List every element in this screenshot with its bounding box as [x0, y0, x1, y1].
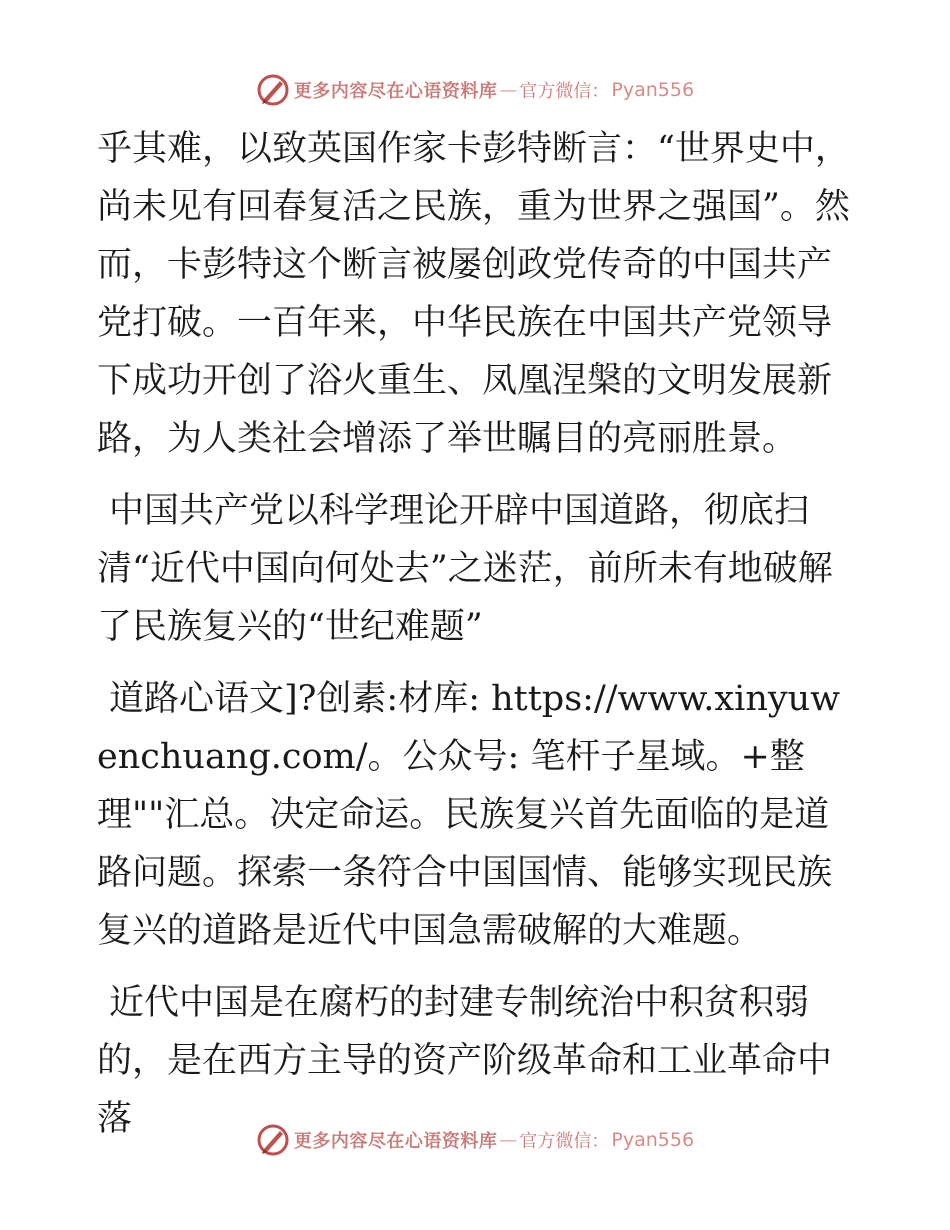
banner-wechat-id: Pyan556	[611, 1129, 695, 1151]
footer-watermark-banner	[0, 1120, 950, 1160]
header-watermark-banner	[0, 70, 950, 110]
pen-logo-icon	[256, 73, 290, 107]
paragraph-3: 道路心语文]?创素:材库: https://www.xinyuwenchuang.com/。公众号: 笔杆子星域。+整理""汇总。决定命运。民族复兴首先面临的是道路问题。探索一条符合中国国情、能够实现民族复兴的道路是近代中国急需破解的大难题。	[97, 679, 841, 951]
banner-brand-text: 更多内容尽在心语资料库	[293, 81, 498, 102]
banner-dash: —	[499, 79, 518, 101]
banner-official-text: 官方微信：	[519, 81, 610, 102]
banner-brand-text: 更多内容尽在心语资料库	[293, 1131, 498, 1152]
banner-official-text: 官方微信：	[519, 1131, 610, 1152]
pen-logo-icon	[256, 1123, 290, 1157]
paragraph-4: 近代中国是在腐朽的封建专制统治中积贫积弱的，是在西方主导的资产阶级革命和工业革命中落	[97, 983, 833, 1139]
banner-dash: —	[499, 1129, 518, 1151]
paragraph-1: 乎其难，以致英国作家卡彭特断言：“世界史中，尚未见有回春复活之民族，重为世界之强国”。然而，卡彭特这个断言被屡创政党传奇的中国共产党打破。一百年来，中华民族在中国共产党领导下成功开创了浴火重生、凤凰涅槃的文明发展新路，为人类社会增添了举世瞩目的亮丽胜景。	[97, 129, 850, 459]
document-body	[97, 120, 857, 1162]
paragraph-2: 中国共产党以科学理论开辟中国道路，彻底扫清“近代中国向何处去”之迷茫，前所未有地破解了民族复兴的“世纪难题”	[97, 491, 833, 647]
banner-wechat-id: Pyan556	[611, 79, 695, 101]
